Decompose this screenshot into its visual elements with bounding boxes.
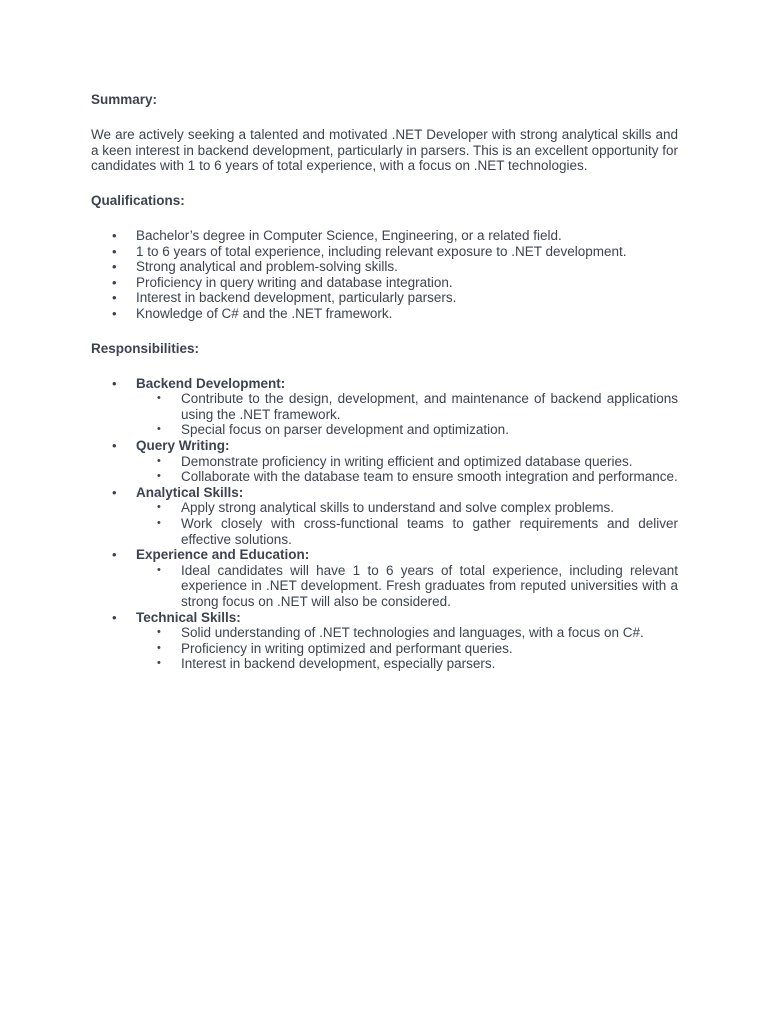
summary-section	[91, 92, 678, 174]
responsibility-group-backend	[91, 376, 678, 438]
list-item: • Ideal candidates will have 1 to 6 years of total experience, including relevant experience in .NET development. Fresh graduates from reputed universities with a strong focus on .NET will also be considered.	[136, 563, 678, 610]
responsibilities-list	[91, 376, 678, 672]
responsibility-sublist	[136, 625, 678, 672]
list-item: • Bachelor’s degree in Computer Science, Engineering, or a related field.	[91, 228, 678, 244]
responsibility-label: Analytical Skills:	[136, 484, 244, 500]
summary-heading: Summary:	[91, 92, 158, 107]
responsibility-label: Experience and Education:	[136, 547, 310, 563]
qualifications-heading: Qualifications:	[91, 193, 185, 209]
responsibility-label: Backend Development:	[136, 375, 286, 391]
list-item: • Proficiency in query writing and database integration.	[91, 275, 678, 291]
responsibility-sublist	[136, 454, 678, 485]
responsibility-label: Query Writing:	[136, 438, 230, 454]
list-item: • Contribute to the design, development, and maintenance of backend applications using the .NET framework.	[136, 391, 678, 422]
responsibility-sublist	[136, 563, 678, 610]
qualifications-section	[91, 193, 678, 322]
summary-text: We are actively seeking a talented and motivated .NET Developer with strong analytical skills and a keen interest in backend development, particularly in parsers. This is an excellent opportunity for candidates with 1 to 6 years of total experience, with a focus on .NET technologies.	[91, 127, 678, 174]
responsibility-group-technical	[91, 610, 678, 672]
list-item: • Interest in backend development, especially parsers.	[136, 656, 678, 672]
responsibility-group-experience	[91, 547, 678, 609]
qualifications-list	[91, 228, 678, 322]
list-item: • 1 to 6 years of total experience, including relevant exposure to .NET development.	[91, 244, 678, 260]
list-item: • Interest in backend development, particularly parsers.	[91, 290, 678, 306]
responsibilities-section	[91, 341, 678, 672]
list-item: • Work closely with cross-functional teams to gather requirements and deliver effective solutions.	[136, 516, 678, 547]
list-item: • Apply strong analytical skills to understand and solve complex problems.	[136, 500, 678, 516]
responsibilities-heading: Responsibilities:	[91, 340, 200, 356]
list-item: • Proficiency in writing optimized and performant queries.	[136, 641, 678, 657]
list-item: • Knowledge of C# and the .NET framework.	[91, 306, 678, 322]
document-page	[91, 92, 678, 691]
list-item: • Strong analytical and problem-solving skills.	[91, 259, 678, 275]
responsibility-group-query	[91, 438, 678, 485]
list-item: • Demonstrate proficiency in writing efficient and optimized database queries.	[136, 454, 678, 470]
responsibility-sublist	[136, 500, 678, 547]
list-item: • Solid understanding of .NET technologies and languages, with a focus on C#.	[136, 625, 678, 641]
list-item: • Special focus on parser development and optimization.	[136, 422, 678, 438]
list-item: • Collaborate with the database team to ensure smooth integration and performance.	[136, 469, 678, 485]
responsibility-label: Technical Skills:	[136, 609, 241, 625]
responsibility-group-analytical	[91, 485, 678, 547]
responsibility-sublist	[136, 391, 678, 438]
